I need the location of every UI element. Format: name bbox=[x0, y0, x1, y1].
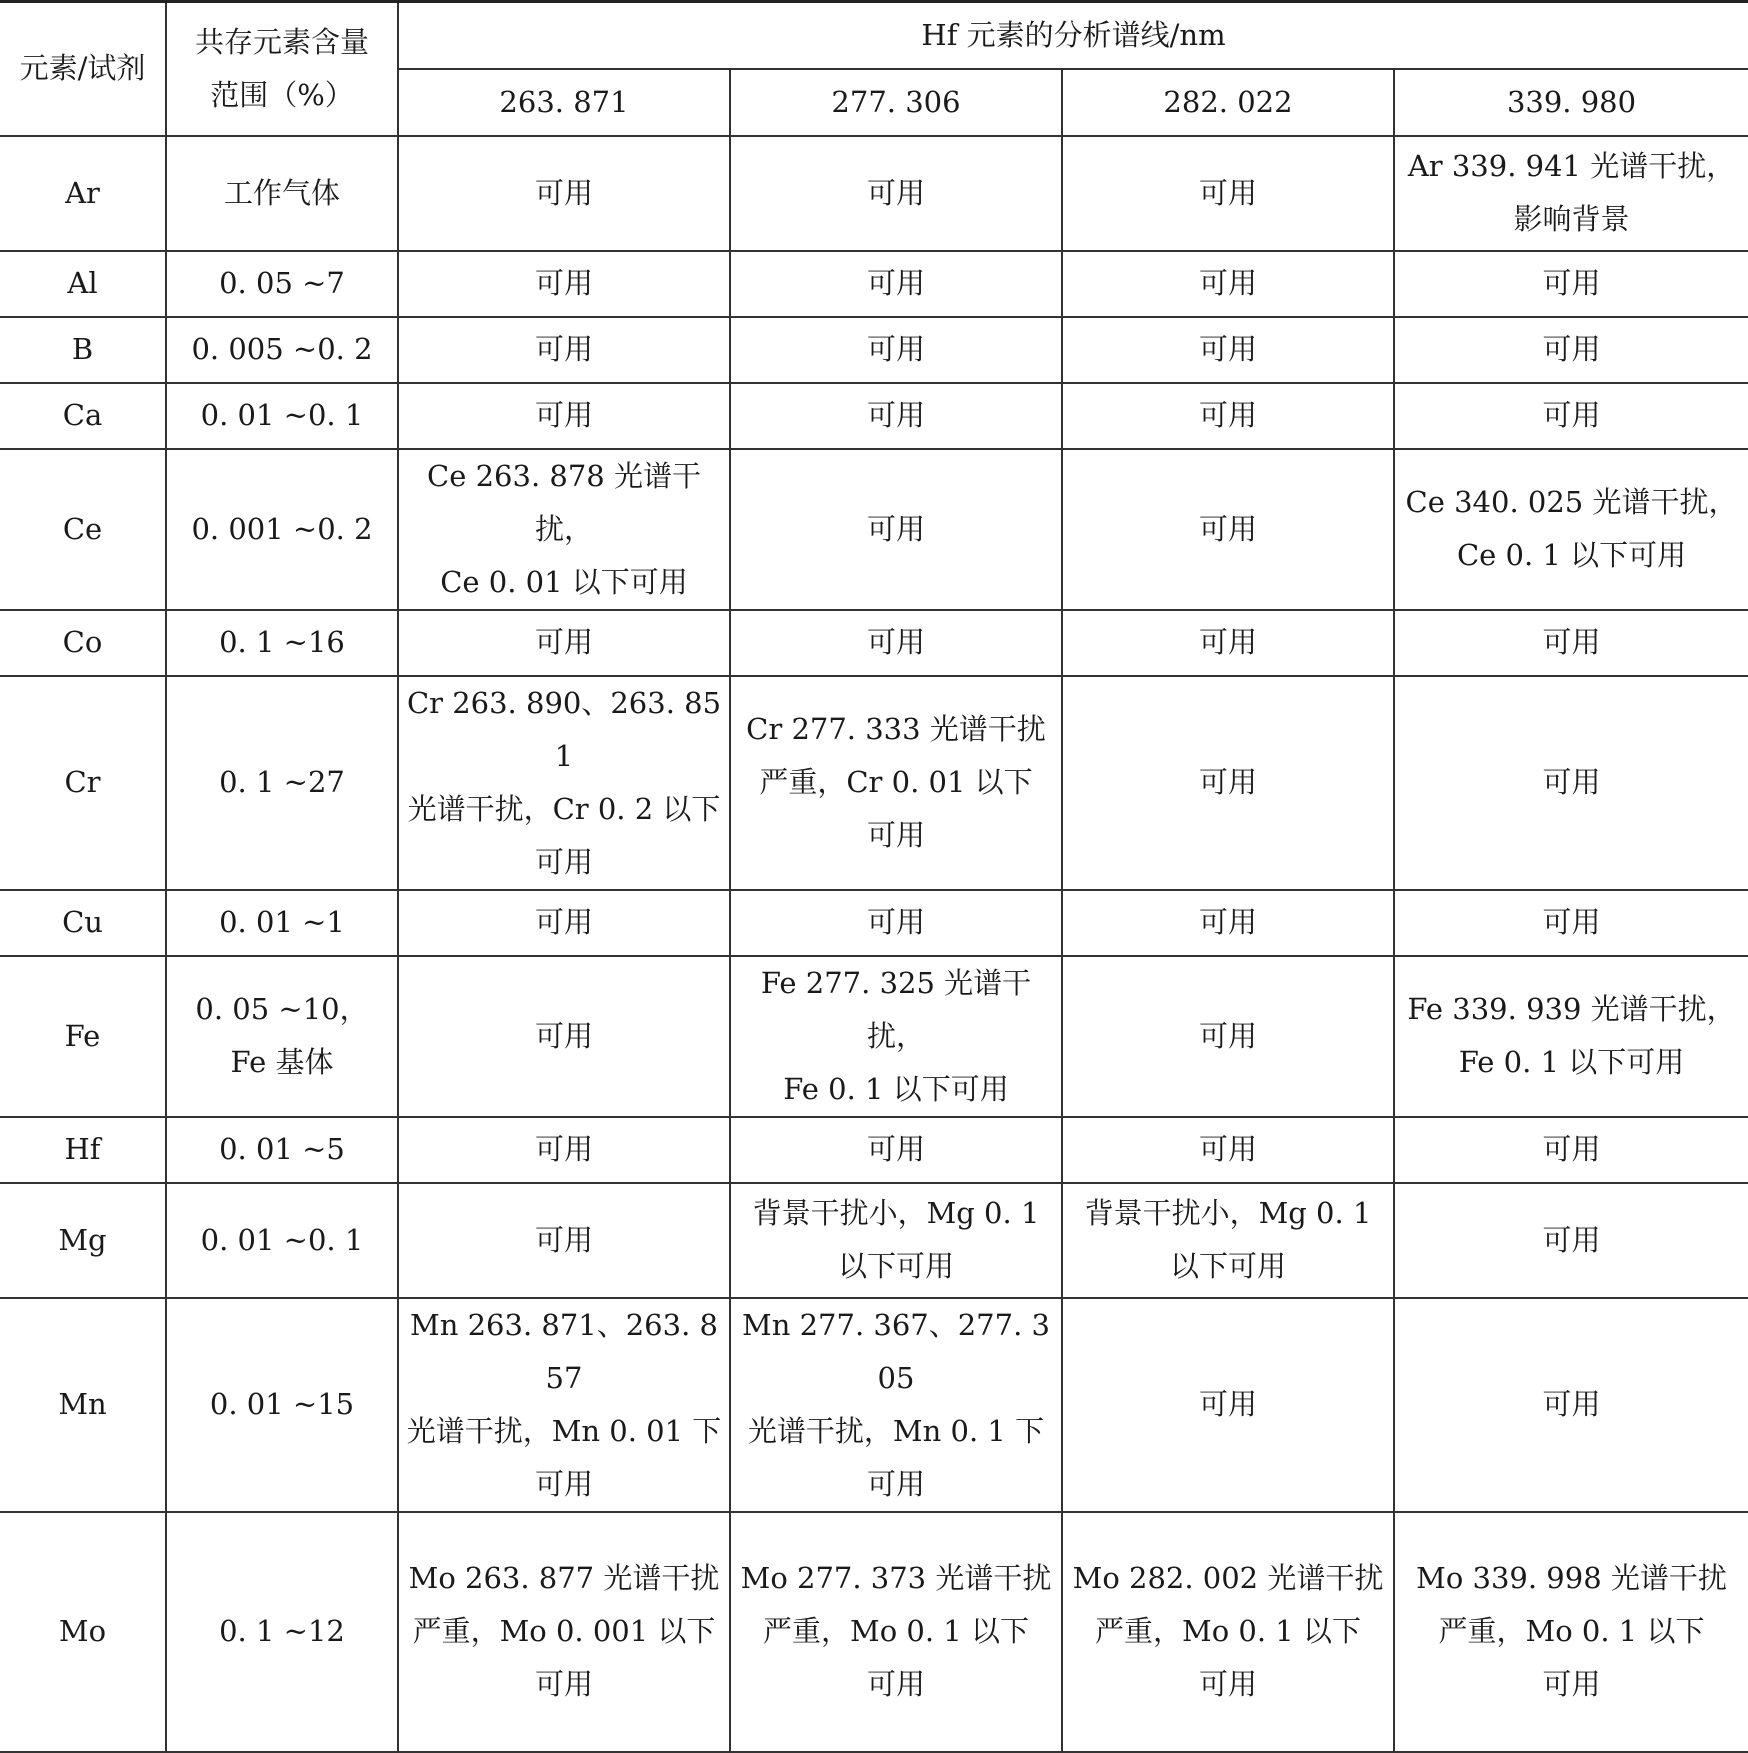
cell-value: 可用 bbox=[1394, 676, 1748, 890]
cell-value: 可用 bbox=[1062, 1117, 1394, 1183]
table-row bbox=[0, 890, 1748, 956]
table-row bbox=[0, 1183, 1748, 1298]
cell-value: 可用 bbox=[730, 251, 1062, 317]
cell-value: 可用 bbox=[398, 890, 730, 956]
cell-value: Mo 282. 002 光谱干扰 严重，Mo 0. 1 以下 可用 bbox=[1062, 1512, 1394, 1752]
table-row bbox=[0, 1298, 1748, 1512]
cell-element: Ar bbox=[0, 136, 166, 251]
cell-element: Fe bbox=[0, 956, 166, 1117]
cell-value: 可用 bbox=[398, 610, 730, 676]
table-row bbox=[0, 449, 1748, 610]
cell-value: 可用 bbox=[398, 956, 730, 1117]
table-row bbox=[0, 676, 1748, 890]
cell-value: 可用 bbox=[1394, 1117, 1748, 1183]
cell-element: Ca bbox=[0, 383, 166, 449]
cell-range: 0. 1 ~12 bbox=[166, 1512, 398, 1752]
cell-value: 可用 bbox=[1394, 317, 1748, 383]
cell-range: 0. 1 ~16 bbox=[166, 610, 398, 676]
cell-value: Mo 277. 373 光谱干扰 严重，Mo 0. 1 以下 可用 bbox=[730, 1512, 1062, 1752]
cell-element: Ce bbox=[0, 449, 166, 610]
cell-element: B bbox=[0, 317, 166, 383]
cell-value: Mn 277. 367、277. 305 光谱干扰，Mn 0. 1 下 可用 bbox=[730, 1298, 1062, 1512]
cell-value: 可用 bbox=[1394, 890, 1748, 956]
cell-range: 0. 05 ~10， Fe 基体 bbox=[166, 956, 398, 1117]
header-line-3: 282. 022 bbox=[1062, 69, 1394, 136]
cell-element: Hf bbox=[0, 1117, 166, 1183]
cell-value: Fe 339. 939 光谱干扰， Fe 0. 1 以下可用 bbox=[1394, 956, 1748, 1117]
table-row bbox=[0, 251, 1748, 317]
header-row-1 bbox=[0, 2, 1748, 69]
cell-element: Co bbox=[0, 610, 166, 676]
cell-value: Cr 277. 333 光谱干扰 严重，Cr 0. 01 以下 可用 bbox=[730, 676, 1062, 890]
header-line-2: 277. 306 bbox=[730, 69, 1062, 136]
table-row bbox=[0, 136, 1748, 251]
cell-element: Mg bbox=[0, 1183, 166, 1298]
cell-range: 工作气体 bbox=[166, 136, 398, 251]
cell-element: Cr bbox=[0, 676, 166, 890]
cell-value: 可用 bbox=[730, 1117, 1062, 1183]
cell-value: 可用 bbox=[1062, 890, 1394, 956]
cell-value: 可用 bbox=[398, 383, 730, 449]
cell-element: Al bbox=[0, 251, 166, 317]
cell-element: Mn bbox=[0, 1298, 166, 1512]
cell-value: 可用 bbox=[1394, 1183, 1748, 1298]
cell-range: 0. 05 ~7 bbox=[166, 251, 398, 317]
cell-value: 可用 bbox=[1394, 610, 1748, 676]
cell-range: 0. 01 ~5 bbox=[166, 1117, 398, 1183]
cell-value: 背景干扰小，Mg 0. 1 以下可用 bbox=[1062, 1183, 1394, 1298]
cell-value: 可用 bbox=[1062, 449, 1394, 610]
cell-range: 0. 001 ~0. 2 bbox=[166, 449, 398, 610]
cell-value: 可用 bbox=[1062, 383, 1394, 449]
cell-value: Mo 339. 998 光谱干扰 严重，Mo 0. 1 以下 可用 bbox=[1394, 1512, 1748, 1752]
cell-value: Mn 263. 871、263. 857 光谱干扰，Mn 0. 01 下 可用 bbox=[398, 1298, 730, 1512]
cell-value: 可用 bbox=[398, 251, 730, 317]
cell-value: 可用 bbox=[730, 610, 1062, 676]
cell-value: 可用 bbox=[1062, 676, 1394, 890]
cell-value: Cr 263. 890、263. 851 光谱干扰，Cr 0. 2 以下 可用 bbox=[398, 676, 730, 890]
cell-range: 0. 01 ~0. 1 bbox=[166, 383, 398, 449]
cell-value: 可用 bbox=[398, 1117, 730, 1183]
cell-value: Fe 277. 325 光谱干扰， Fe 0. 1 以下可用 bbox=[730, 956, 1062, 1117]
cell-value: 可用 bbox=[730, 890, 1062, 956]
cell-range: 0. 005 ~0. 2 bbox=[166, 317, 398, 383]
cell-range: 0. 01 ~1 bbox=[166, 890, 398, 956]
cell-value: Mo 263. 877 光谱干扰 严重，Mo 0. 001 以下 可用 bbox=[398, 1512, 730, 1752]
cell-range: 0. 1 ~27 bbox=[166, 676, 398, 890]
cell-value: 可用 bbox=[398, 1183, 730, 1298]
cell-value: 可用 bbox=[1062, 317, 1394, 383]
cell-value: 可用 bbox=[1394, 383, 1748, 449]
header-line-1: 263. 871 bbox=[398, 69, 730, 136]
cell-value: 可用 bbox=[1062, 1298, 1394, 1512]
cell-value: 可用 bbox=[730, 317, 1062, 383]
cell-element: Cu bbox=[0, 890, 166, 956]
table-row bbox=[0, 610, 1748, 676]
table-row bbox=[0, 1117, 1748, 1183]
cell-value: 可用 bbox=[1062, 251, 1394, 317]
table-row bbox=[0, 1512, 1748, 1752]
cell-value: 可用 bbox=[730, 449, 1062, 610]
cell-value: 可用 bbox=[1394, 251, 1748, 317]
cell-range: 0. 01 ~15 bbox=[166, 1298, 398, 1512]
header-element: 元素/试剂 bbox=[0, 2, 166, 136]
cell-range: 0. 01 ~0. 1 bbox=[166, 1183, 398, 1298]
cell-element: Mo bbox=[0, 1512, 166, 1752]
cell-value: Ar 339. 941 光谱干扰， 影响背景 bbox=[1394, 136, 1748, 251]
cell-value: 可用 bbox=[398, 317, 730, 383]
cell-value: Ce 263. 878 光谱干扰， Ce 0. 01 以下可用 bbox=[398, 449, 730, 610]
header-group-title: Hf 元素的分析谱线/nm bbox=[398, 2, 1748, 69]
cell-value: 可用 bbox=[730, 136, 1062, 251]
cell-value: 可用 bbox=[1062, 956, 1394, 1117]
cell-value: 可用 bbox=[1062, 136, 1394, 251]
header-line-4: 339. 980 bbox=[1394, 69, 1748, 136]
cell-value: 背景干扰小，Mg 0. 1 以下可用 bbox=[730, 1183, 1062, 1298]
table-row bbox=[0, 956, 1748, 1117]
cell-value: 可用 bbox=[1394, 1298, 1748, 1512]
table-row bbox=[0, 317, 1748, 383]
cell-value: 可用 bbox=[730, 383, 1062, 449]
cell-value: Ce 340. 025 光谱干扰， Ce 0. 1 以下可用 bbox=[1394, 449, 1748, 610]
cell-value: 可用 bbox=[1062, 610, 1394, 676]
cell-value: 可用 bbox=[398, 136, 730, 251]
table-row bbox=[0, 383, 1748, 449]
header-range: 共存元素含量 范围（%） bbox=[166, 2, 398, 136]
